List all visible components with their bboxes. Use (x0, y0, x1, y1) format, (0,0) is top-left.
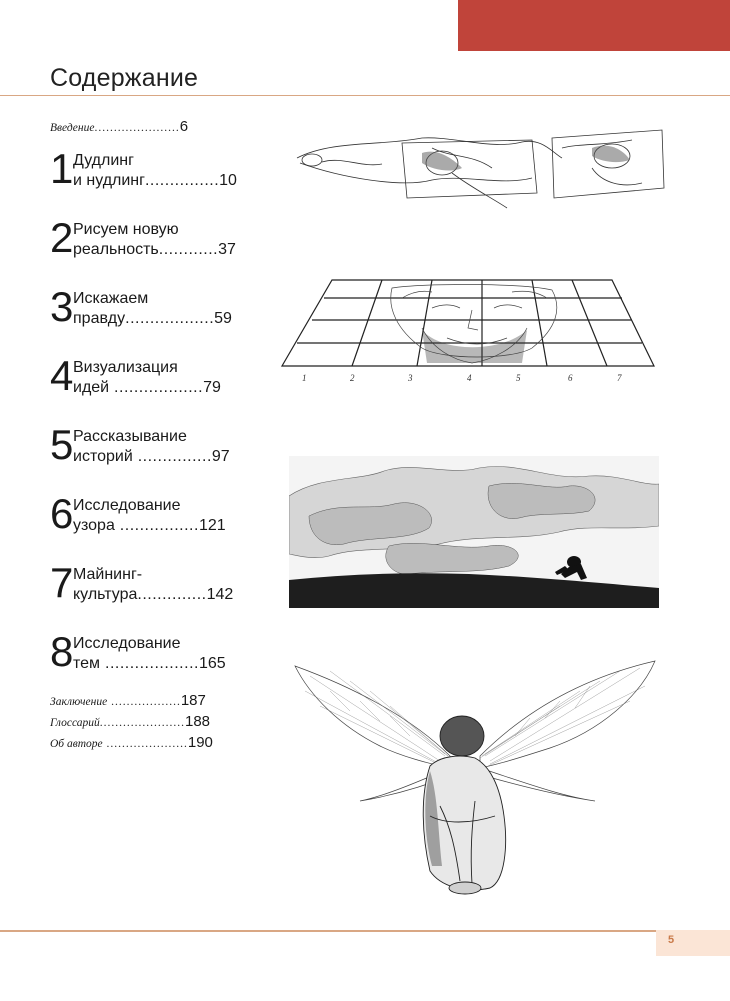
chapter-title-line2: тем ...................165 (73, 655, 226, 672)
chapter-number: 3 (50, 283, 74, 330)
chapter-title-line1: Рассказывание (73, 428, 187, 445)
chapter-title-line2: узора ................121 (73, 517, 226, 534)
header-color-block (458, 0, 730, 51)
chapter-page: 142 (206, 586, 234, 603)
chapter-title-line2: идей ..................79 (73, 379, 221, 396)
chapter-page: 79 (203, 379, 221, 396)
chapter-title-line2: историй ...............97 (73, 448, 230, 465)
page-number: 5 (668, 934, 675, 946)
title-divider (0, 95, 730, 96)
chapter-number: 7 (50, 559, 74, 606)
toc-intro-dots: ...................... (94, 122, 180, 134)
chapter-title-line1: Рисуем новую (73, 221, 179, 238)
winged-figure-illustration (290, 656, 658, 898)
toc-intro-label: Введение (50, 122, 95, 134)
grid-axis-label: 5 (516, 373, 521, 383)
grid-axis-label: 6 (568, 373, 573, 383)
chapter-number: 5 (50, 421, 74, 468)
chapter-title-line1: Исследование (73, 635, 181, 652)
toc-chapter-6[interactable] (50, 490, 260, 541)
grid-axis-label: 1 (302, 373, 307, 383)
grid-axis-label: 4 (467, 373, 472, 383)
grid-axis-labels (302, 373, 622, 383)
chapter-title-line2: и нудлинг...............10 (73, 172, 237, 189)
chapter-page: 165 (198, 655, 226, 672)
chapter-number: 2 (50, 214, 74, 261)
toc-chapter-8[interactable] (50, 628, 260, 679)
chapter-number: 1 (50, 145, 74, 192)
chapter-page: 121 (198, 517, 226, 534)
chapter-number: 6 (50, 490, 74, 537)
toc-intro[interactable] (50, 118, 250, 135)
chapter-title-line2: культура..............142 (73, 586, 234, 603)
grid-axis-label: 2 (350, 373, 355, 383)
chapter-number: 4 (50, 352, 74, 399)
toc-conclusion[interactable]: Заключение ..................187 (50, 692, 206, 709)
clouds-landscape-illustration (289, 456, 659, 608)
grid-axis-label: 3 (408, 373, 413, 383)
chapter-title-line2: реальность............37 (73, 241, 236, 258)
toc-chapter-2[interactable] (50, 214, 260, 265)
toc-chapter-5[interactable] (50, 421, 260, 472)
footer-divider (0, 930, 730, 932)
chapter-title-line1: Дудлинг (73, 152, 134, 169)
chapter-page: 59 (214, 310, 232, 327)
toc-intro-page: 6 (179, 118, 189, 135)
chapter-title-line1: Визуализация (73, 359, 178, 376)
chapter-page: 10 (219, 172, 237, 189)
chapter-page: 37 (218, 241, 236, 258)
toc-chapter-7[interactable] (50, 559, 260, 610)
page-title: Содержание (50, 64, 199, 92)
chapter-page: 97 (211, 448, 230, 465)
chapter-number: 8 (50, 628, 74, 675)
toc-chapter-3[interactable] (50, 283, 260, 334)
toc-about-author[interactable]: Об авторе .....................190 (50, 734, 213, 751)
perspective-grid-portrait-illustration (272, 268, 664, 386)
chapter-title-line2: правду..................59 (73, 310, 232, 327)
grid-axis-label: 7 (617, 373, 622, 383)
toc-chapter-1[interactable] (50, 145, 260, 196)
chapter-title-line1: Исследование (73, 497, 181, 514)
floating-figures-illustration (292, 128, 672, 213)
toc-glossary[interactable]: Глоссарий......................188 (50, 713, 211, 730)
toc-chapter-4[interactable] (50, 352, 260, 403)
chapter-title-line1: Майнинг- (73, 566, 143, 583)
chapter-title-line1: Искажаем (73, 290, 149, 307)
